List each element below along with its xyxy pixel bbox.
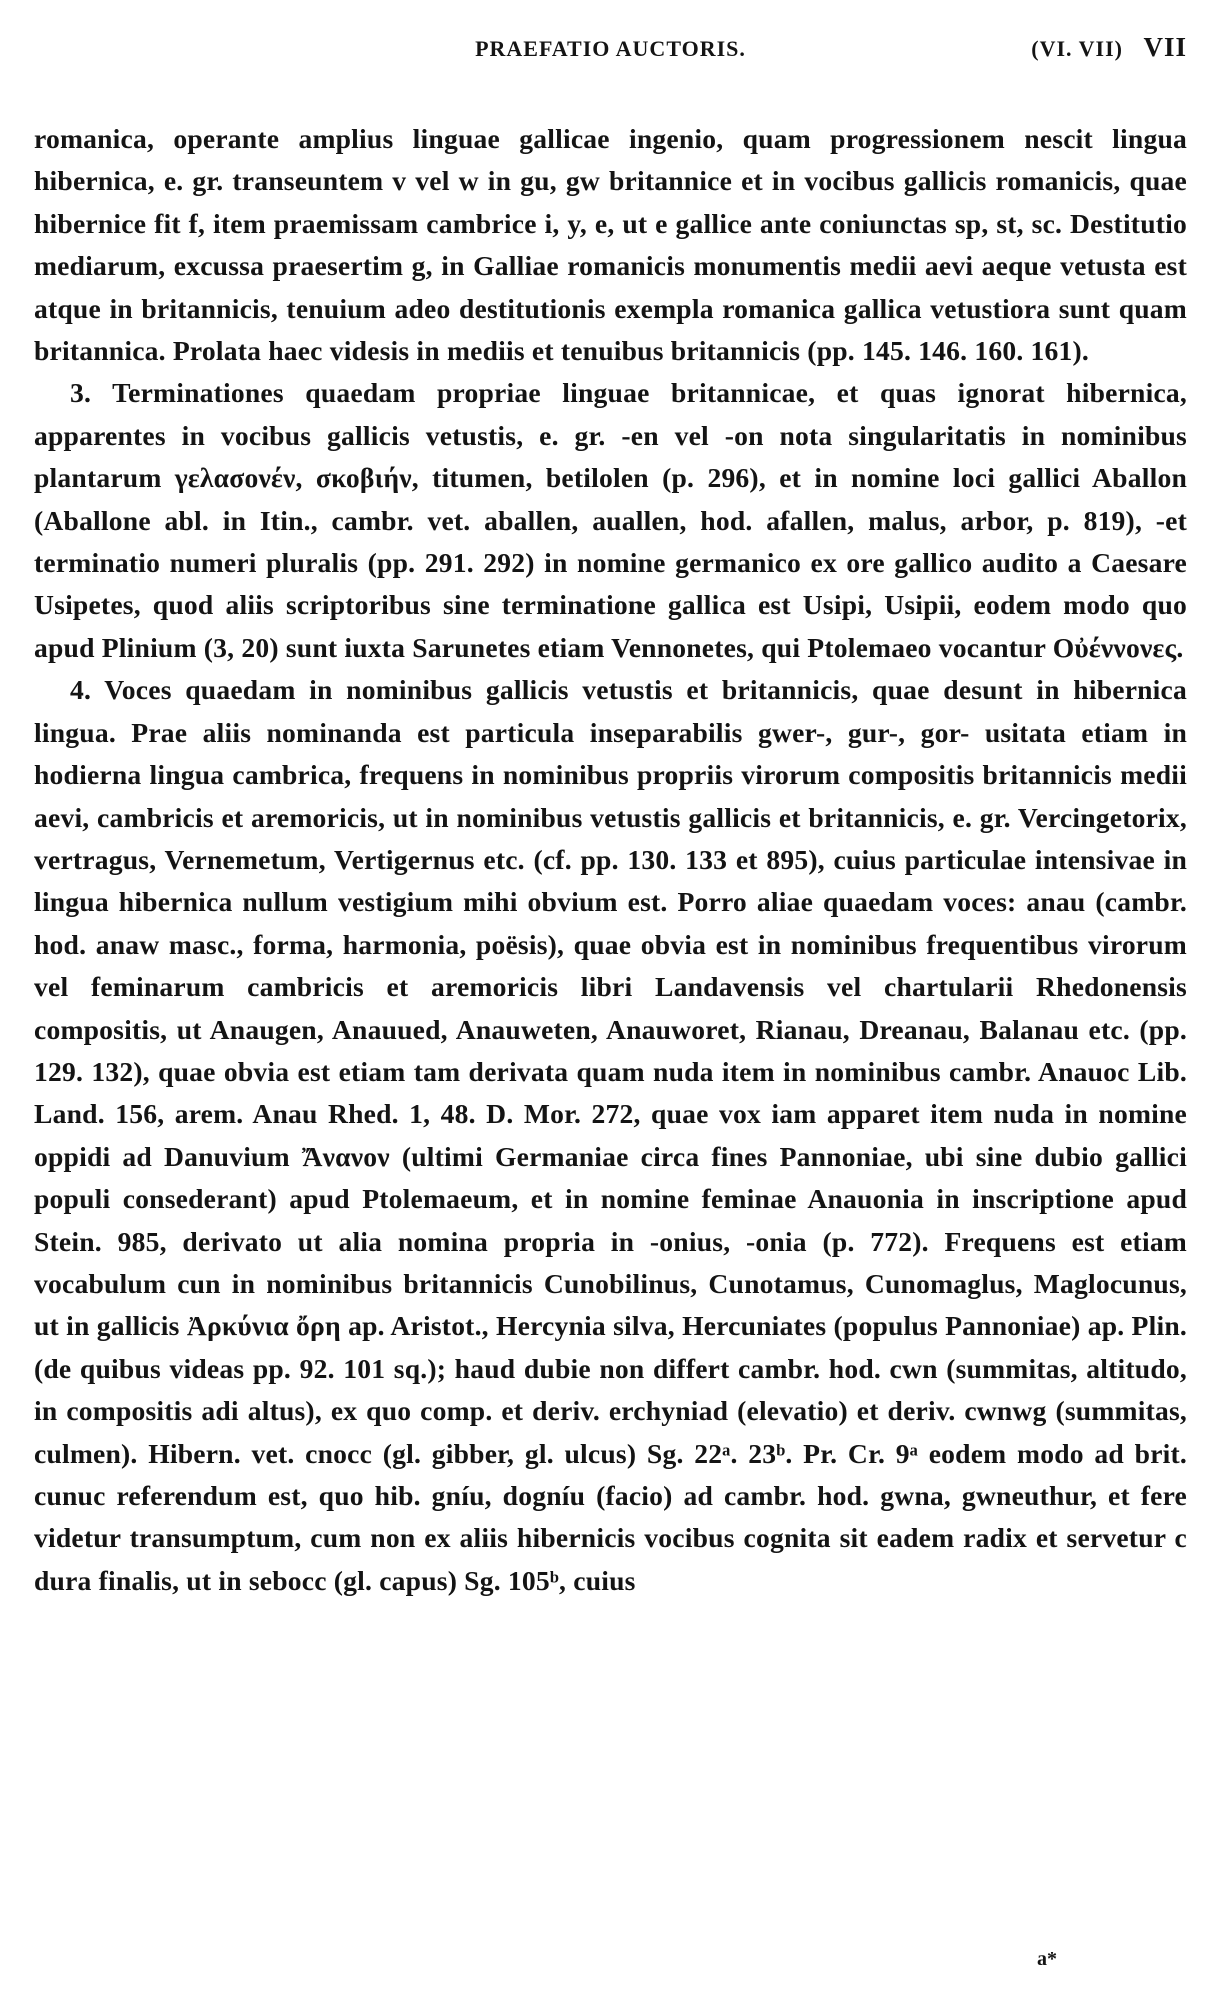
page-number: VII <box>1143 32 1187 62</box>
paragraph-point-4: 4. Voces quaedam in nominibus gallicis vetustis et britannicis, quae desunt in hibernica lingua. Prae aliis nominanda est particula inseparabilis gwer-, gur-, gor- usitata etiam in hodierna lingua cambrica, frequens in nominibus propriis virorum compositis britannicis medii aevi, cambricis et aremoricis, ut in nominibus vetustis gallicis et britannicis, e. gr. Vercingetorix, vertragus, Vernemetum, Vertigernus etc. (cf. pp. 130. 133 et 895), cuius particulae intensivae in lingua hibernica nullum vestigium mihi obvium est. Porro aliae quaedam voces: anau (cambr. hod. anaw masc., forma, harmonia, poësis), quae obvia est in nominibus frequentibus virorum vel feminarum cambricis et aremoricis libri Landavensis vel chartularii Rhedonensis compositis, ut Anaugen, Anauued, Anauweten, Anauworet, Rianau, Dreanau, Balanau etc. (pp. 129. 132), quae obvia est etiam tam derivata quam nuda item in nominibus cambr. Anauoc Lib. Land. 156, arem. Anau Rhed. 1, 48. D. Mor. 272, quae vox iam apparet item nuda in nomine oppidi ad Danuvium Ἄνανον (ultimi Germaniae circa fines Pannoniae, ubi sine dubio gallici populi consederant) apud Ptolemaeum, et in nomine feminae Anauonia in inscriptione apud Stein. 985, derivato ut alia nomina propria in -onius, -onia (p. 772). Frequens est etiam vocabulum cun in nominibus britannicis Cunobilinus, Cunotamus, Cunomaglus, Maglocunus, ut in gallicis Ἀρκύνια ὄρη ap. Aristot., Hercynia silva, Hercuniates (populus Pannoniae) ap. Plin. (de quibus videas pp. 92. 101 sq.); haud dubie non differt cambr. hod. cwn (summitas, altitudo, in compositis adi altus), ex quo comp. et deriv. erchyniad (elevatio) et deriv. cwnwg (summitas, culmen). Hibern. vet. cnocc (gl. gibber, gl. ulcus) Sg. 22ᵃ. 23ᵇ. Pr. Cr. 9ᵃ eodem modo ad brit. cunuc referendum est, quo hib. gníu, dogníu (facio) ad cambr. hod. gwna, gwneuthur, et fere videtur transumptum, cum non ex aliis hibernicis vocibus cognita sit eadem radix et servetur c dura finalis, ut in sebocc (gl. capus) Sg. 105ᵇ, cuius <box>34 674 1187 1596</box>
body-text <box>34 118 1187 1602</box>
paragraph-point-3: 3. Terminationes quaedam propriae linguae britannicae, et quas ignorat hibernica, apparentes in vocibus gallicis vetustis, e. gr. -en vel -on nota singularitatis in nominibus plantarum γελασονέν, σκοβιήν, titumen, betilolen (p. 296), et in nomine loci gallici Aballon (Aballone abl. in Itin., cambr. vet. aballen, auallen, hod. afallen, malus, arbor, p. 819), -et terminatio numeri pluralis (pp. 291. 292) in nomine germanico ex ore gallico audito a Caesare Usipetes, quod aliis scriptoribus sine terminatione gallica est Usipi, Usipii, eodem modo quo apud Plinium (3, 20) sunt iuxta Sarunetes etiam Vennonetes, qui Ptolemaeo vocantur Οὐέννονες. <box>34 377 1187 663</box>
paragraph-continuation: romanica, operante amplius linguae gallicae ingenio, quam progressionem nescit lingua hibernica, e. gr. transeuntem v vel w in gu, gw britannice et in vocibus gallicis romanicis, quae hibernice fit f, item praemissam cambrice i, y, e, ut e gallice ante coniunctas sp, st, sc. Destitutio mediarum, excussa praesertim g, in Galliae romanicis monumentis medii aevi aeque vetusta est atque in britannicis, tenuium adeo destitutionis exempla romanica gallica vetustiora sunt quam britannica. Prolata haec videsis in mediis et tenuibus britannicis (pp. 145. 146. 160. 161). <box>34 123 1187 367</box>
running-head-section: (VI. VII) <box>1031 36 1123 61</box>
running-head <box>34 32 1187 76</box>
signature-mark: a* <box>1037 1948 1057 1970</box>
running-head-title: PRAEFATIO AUCTORIS. <box>475 36 746 61</box>
